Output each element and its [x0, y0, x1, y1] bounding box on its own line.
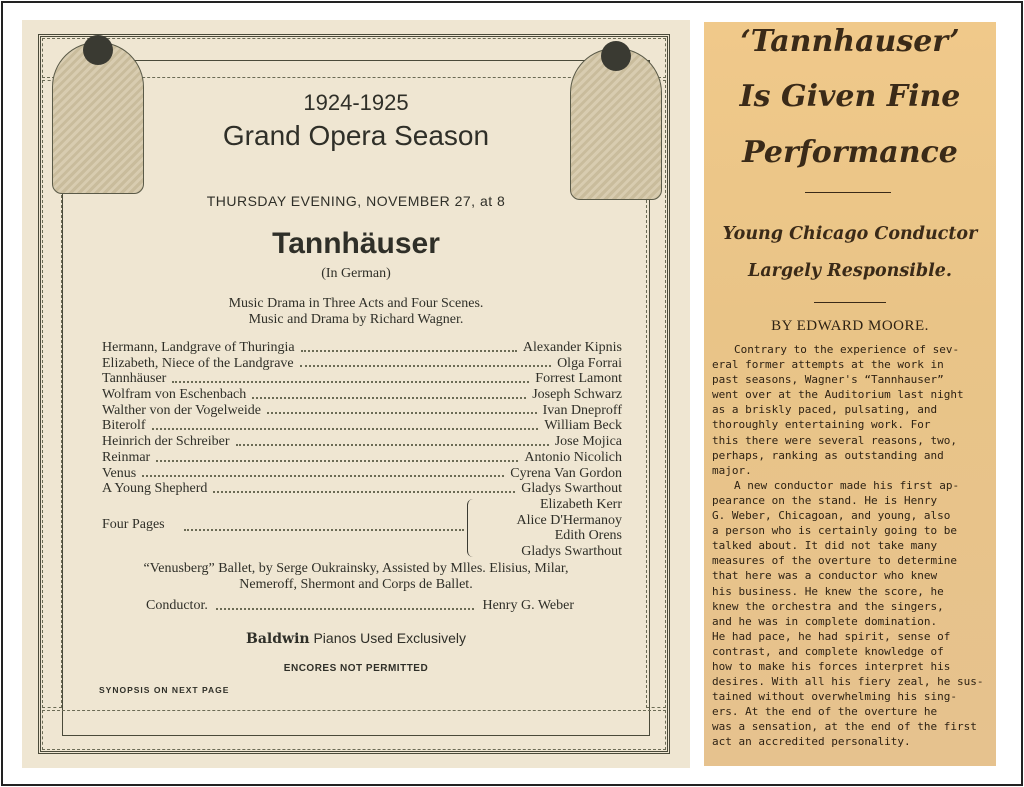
cast-row [102, 418, 622, 434]
subhead-line-2: Largely Responsible. [748, 261, 952, 281]
article-line: desires. With all his fiery zeal, he sus- [712, 675, 984, 689]
article-line: ers. At the end of the overture he [712, 705, 938, 719]
opera-language: (In German) [321, 266, 391, 281]
cast-row [102, 450, 622, 466]
muse-with-lyre-illustration [52, 42, 144, 194]
page-singer: Elizabeth Kerr [539, 497, 622, 512]
headline-rule [805, 192, 891, 193]
four-pages-block [102, 497, 622, 561]
byline: BY EDWARD MOORE. [771, 318, 929, 334]
subhead-line-1: Young Chicago Conductor [722, 224, 978, 244]
opera-description-2: Music and Drama by Richard Wagner. [248, 312, 464, 327]
cast-singer: Antonio Nicolich [524, 449, 622, 465]
article-line: went over at the Auditorium last night [712, 388, 964, 402]
cast-singer: Jose Mojica [554, 434, 622, 450]
cast-role: Walther von der Vogelweide [102, 402, 261, 418]
pages-label: Four Pages [102, 517, 165, 532]
cast-row [102, 466, 622, 482]
cast-role: Hermann, Landgrave of Thuringia [102, 340, 295, 355]
headline-line-1: ‘Tannhauser’ [740, 24, 960, 59]
cast-role: Heinrich der Schreiber [102, 434, 230, 450]
article-line: as a briskly paced, pulsating, and [712, 403, 938, 417]
article-line: talked about. It did not take many [712, 539, 938, 553]
cast-singer: Joseph Schwarz [532, 387, 622, 403]
article-line: measures of the overture to determine [712, 554, 958, 568]
synopsis-note: SYNOPSIS ON NEXT PAGE [99, 685, 230, 695]
conductor-name: Henry G. Weber [482, 598, 574, 613]
page-singer: Alice D'Hermanoy [516, 512, 622, 528]
cast-singer: William Beck [544, 418, 622, 434]
opera-program [22, 20, 690, 768]
season-title: Grand Opera Season [222, 120, 490, 151]
cast-role: Venus [102, 465, 137, 481]
piano-text: Pianos Used Exclusively [313, 630, 466, 646]
conductor-label: Conductor. [146, 598, 208, 613]
newspaper-clipping [704, 22, 996, 766]
article-line: A new conductor made his first ap- [734, 478, 960, 492]
cast-row [102, 356, 622, 372]
article-line: tained without overwhelming his sing- [712, 690, 958, 704]
season-year: 1924-1925 [303, 90, 409, 115]
article-line: He had pace, he had spirit, sense of [712, 629, 951, 643]
article-line: Contrary to the experience of sev- [734, 343, 960, 356]
conductor-line [146, 598, 574, 614]
cast-role: Reinmar [102, 449, 151, 465]
cast-row [102, 340, 622, 356]
article-line: and he was in complete domination. [712, 614, 938, 628]
cast-role: A Young Shepherd [102, 481, 208, 497]
article-line: past seasons, Wagner's “Tannhauser” [712, 373, 944, 387]
cast-row [102, 481, 622, 497]
opera-description-1: Music Drama in Three Acts and Four Scenes. [228, 296, 484, 311]
cast-singer: Forrest Lamont [535, 371, 622, 387]
pages-leader-dots [184, 517, 464, 531]
cast-list [102, 340, 622, 497]
article-line: contrast, and complete knowledge of [712, 644, 944, 658]
article-line: how to make his forces interpret his [712, 659, 951, 673]
piano-sponsor [22, 630, 690, 647]
cast-singer: Gladys Swarthout [521, 481, 622, 497]
page-singer: Edith Orens [554, 528, 622, 544]
cast-row [102, 403, 622, 419]
article-line: eral former attempts at the work in [712, 358, 944, 372]
cast-singer: Ivan Dneproff [542, 402, 622, 418]
encores-notice: ENCORES NOT PERMITTED [283, 663, 429, 674]
article-line: major. [712, 463, 752, 477]
performance-date: THURSDAY EVENING, NOVEMBER 27, at 8 [206, 193, 506, 209]
ballet-line-2: Nemeroff, Shermont and Corps de Ballet. [239, 576, 473, 592]
cast-singer: Olga Forrai [557, 355, 622, 371]
ballet-credit [22, 561, 690, 592]
subhead-rule [814, 302, 886, 303]
article-line: thoroughly entertaining work. For [712, 418, 931, 432]
cast-singer: Cyrena Van Gordon [510, 465, 622, 481]
cast-row [102, 434, 622, 450]
cast-role: Elizabeth, Niece of the Landgrave [102, 355, 294, 371]
piano-brand: Baldwin [246, 631, 310, 647]
cast-row [102, 387, 622, 403]
article-line: perhaps, ranking as outstanding and [712, 448, 944, 462]
article-line: that here was a conductor who knew [712, 569, 938, 583]
headline-line-3: Performance [742, 135, 958, 170]
ballet-line-1: “Venusberg” Ballet, by Serge Oukrainsky, Assisted by Mlles. Elisius, Milar, [143, 561, 569, 576]
headline-line-2: Is Given Fine [739, 79, 961, 114]
cast-role: Biterolf [102, 418, 146, 434]
page-singer: Gladys Swarthout [521, 544, 622, 560]
opera-title: Tannhäuser [272, 227, 440, 260]
article-line: G. Weber, Chicagoan, and young, also [712, 509, 951, 523]
cast-role: Wolfram von Eschenbach [102, 387, 247, 403]
cast-singer: Alexander Kipnis [522, 340, 622, 355]
article-body [712, 342, 992, 750]
article-line: pearance on the stand. He is Henry [712, 493, 938, 507]
cast-role: Tannhäuser [102, 371, 167, 387]
pages-brace [467, 499, 478, 557]
vine-border-bottom [42, 710, 666, 750]
pages-singers [516, 497, 622, 560]
article-line: was a sensation, at the end of the first [712, 720, 977, 734]
article-line: his business. He knew the score, he [712, 584, 944, 598]
article-line: this there were several reasons, two, [712, 433, 958, 447]
cast-row [102, 371, 622, 387]
article-line: a person who is certainly going to be [712, 524, 958, 538]
article-line: knew the orchestra and the singers, [712, 599, 944, 613]
article-line: act an accredited personality. [712, 735, 911, 749]
